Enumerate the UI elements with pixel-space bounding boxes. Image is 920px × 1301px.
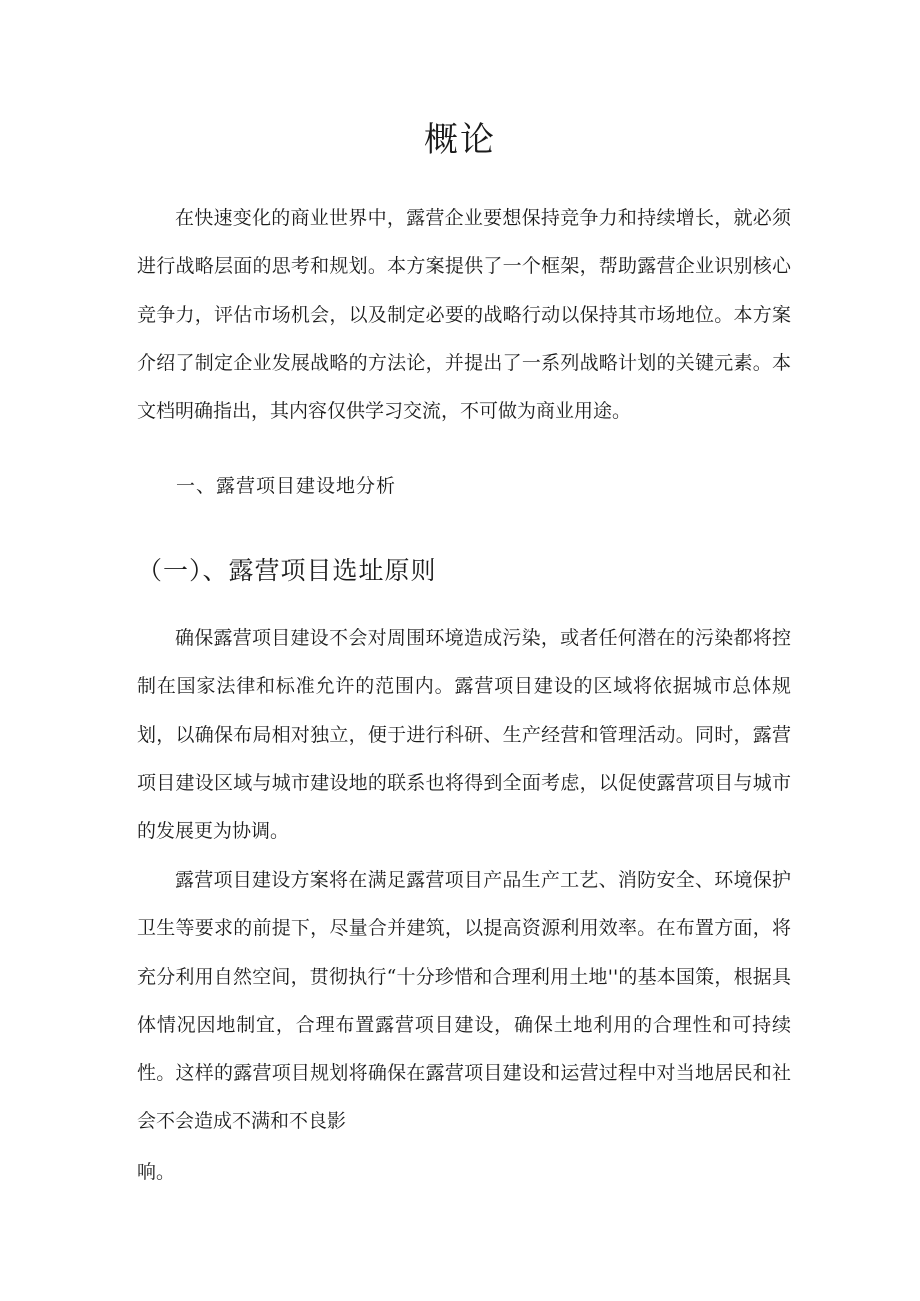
body-paragraph-2: 露营项目建设方案将在满足露营项目产品生产工艺、消防安全、环境保护卫生等要求的前提下，尽量合并建筑，以提高资源利用效率。在布置方面，将充分利用自然空间，贯彻执行“十分珍惜和合理利用土地''的基本国策，根据具体情况因地制宜，合理布置露营项目建设，确保土地利用的合理性和可持续性。这样的露营项目规划将确保在露营项目建设和运营过程中对当地居民和社会不会造成不满和不良影 <box>137 869 791 1133</box>
page-title: 概论 <box>424 120 496 160</box>
section-heading: 一、露营项目建设地分析 <box>176 475 397 497</box>
intro-paragraph: 在快速变化的商业世界中，露营企业要想保持竞争力和持续增长，就必须进行战略层面的思考和规划。本方案提供了一个框架，帮助露营企业识别核心竞争力，评估市场机会，以及制定必要的战略行动以保持其市场地位。本方案介绍了制定企业发展战略的方法论，并提出了一系列战略计划的关键元素。本文档明确指出，其内容仅供学习交流，不可做为商业用途。 <box>137 207 791 423</box>
body-paragraph-tail: 响。 <box>137 1161 176 1183</box>
subsection-heading: （一）、露营项目选址原则 <box>137 556 437 585</box>
body-paragraph-1: 确保露营项目建设不会对周围环境造成污染，或者任何潜在的污染都将控制在国家法律和标准允许的范围内。露营项目建设的区域将依据城市总体规划，以确保布局相对独立，便于进行科研、生产经营和管理活动。同时，露营项目建设区域与城市建设地的联系也将得到全面考虑，以促使露营项目与城市的发展更为协调。 <box>137 627 791 843</box>
